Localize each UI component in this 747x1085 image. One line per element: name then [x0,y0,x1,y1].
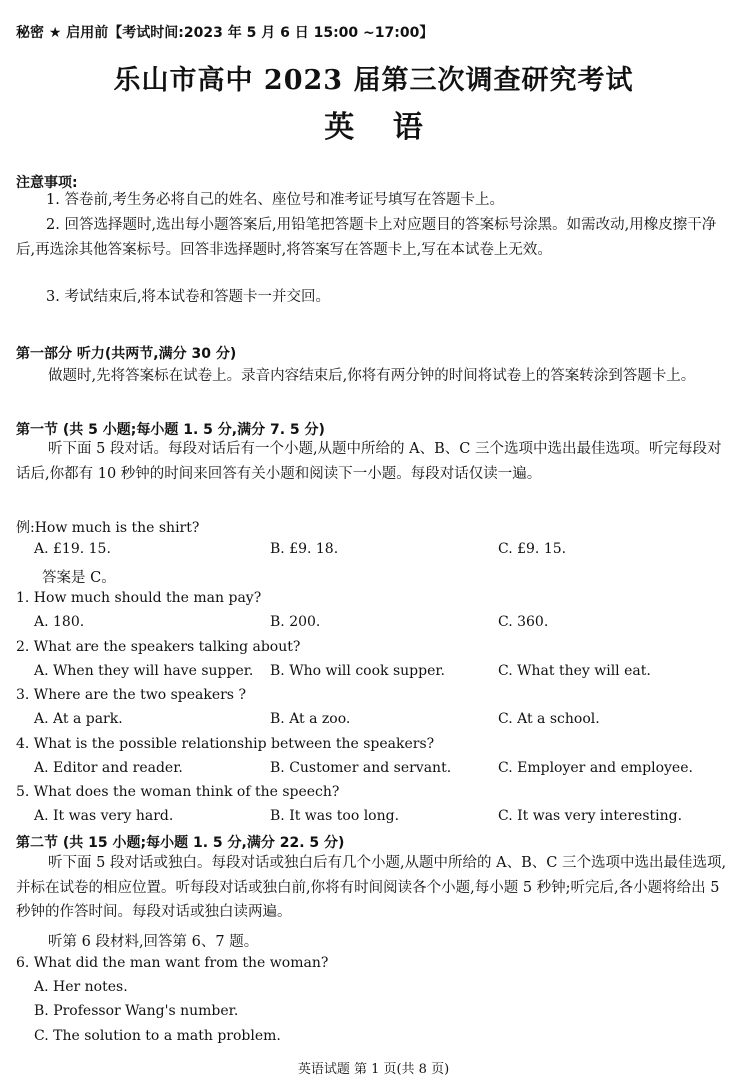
question-2: 2. What are the speakers talking about? [16,639,301,655]
q1-option-a: A. 180. [34,614,85,630]
q1-option-b: B. 200. [270,614,321,630]
example-option-a: A. £19. 15. [34,541,111,557]
q6-option-a: A. Her notes. [34,979,128,995]
confidential-header: 秘密 ★ 启用前【考试时间:2023 年 5 月 6 日 15:00 ~17:00】 [16,25,434,41]
q2-option-b: B. Who will cook supper. [270,663,445,679]
q2-option-a: A. When they will have supper. [34,663,254,679]
q4-option-b: B. Customer and servant. [270,760,452,776]
exam-title: 乐山市高中 2023 届第三次调查研究考试 [113,65,634,96]
section2-heading: 第二节 (共 15 小题;每小题 1. 5 分,满分 22. 5 分) [16,835,345,851]
q5-option-b: B. It was too long. [270,808,400,824]
question-5: 5. What does the woman think of the speech? [16,784,340,800]
section1-intro: 听下面 5 段对话。每段对话后有一个小题,从题中所给的 A、B、C 三个选项中选出最佳选项。听完每段对话后,你都有 10 秒钟的时间来回答有关小题和阅读下一小题。每段对话仅读一遍。 [16,441,722,482]
example-answer: 答案是 C。 [42,570,116,586]
material-6-instruction: 听第 6 段材料,回答第 6、7 题。 [48,934,259,950]
note-item-1: 1. 答卷前,考生务必将自己的姓名、座位号和准考证号填写在答题卡上。 [46,192,505,208]
example-option-b: B. £9. 18. [270,541,339,557]
question-3: 3. Where are the two speakers ? [16,687,246,703]
q4-option-c: C. Employer and employee. [498,760,693,776]
example-question: 例:How much is the shirt? [16,520,200,536]
section1-heading: 第一节 (共 5 小题;每小题 1. 5 分,满分 7. 5 分) [16,422,325,438]
q6-option-b: B. Professor Wang's number. [34,1003,239,1019]
q3-option-c: C. At a school. [498,711,600,727]
notes-heading: 注意事项: [16,175,78,191]
part1-heading: 第一部分 听力(共两节,满分 30 分) [16,346,237,362]
question-4: 4. What is the possible relationship between the speakers? [16,736,435,752]
q5-option-c: C. It was very interesting. [498,808,683,824]
subject-title: 英 语 [324,110,423,145]
q5-option-a: A. It was very hard. [34,808,174,824]
q1-option-c: C. 360. [498,614,549,630]
section2-intro: 听下面 5 段对话或独白。每段对话或独白后有几个小题,从题中所给的 A、B、C 三个选项中选出最佳选项,并标在试卷的相应位置。听每段对话或独白前,你将有时间阅读各个小题,每小题 5 秒钟;听完后,各小题将给出 5 秒钟的作答时间。每段对话或独白读两遍。 [16,855,727,920]
note-item-2: 2. 回答选择题时,选出每小题答案后,用铅笔把答题卡上对应题目的答案标号涂黑。如需改动,用橡皮擦干净后,再选涂其他答案标号。回答非选择题时,将答案写在答题卡上,写在本试卷上无效。 [16,217,717,258]
q3-option-b: B. At a zoo. [270,711,351,727]
q4-option-a: A. Editor and reader. [34,760,183,776]
q3-option-a: A. At a park. [34,711,123,727]
q2-option-c: C. What they will eat. [498,663,651,679]
question-1: 1. How much should the man pay? [16,590,262,606]
part1-intro: 做题时,先将答案标在试卷上。录音内容结束后,你将有两分钟的时间将试卷上的答案转涂到答题卡上。 [48,368,696,384]
q6-option-c: C. The solution to a math problem. [34,1028,281,1044]
example-option-c: C. £9. 15. [498,541,567,557]
page-footer: 英语试题 第 1 页(共 8 页) [297,1062,450,1077]
question-6: 6. What did the man want from the woman? [16,955,329,971]
note-item-3: 3. 考试结束后,将本试卷和答题卡一并交回。 [46,289,331,305]
